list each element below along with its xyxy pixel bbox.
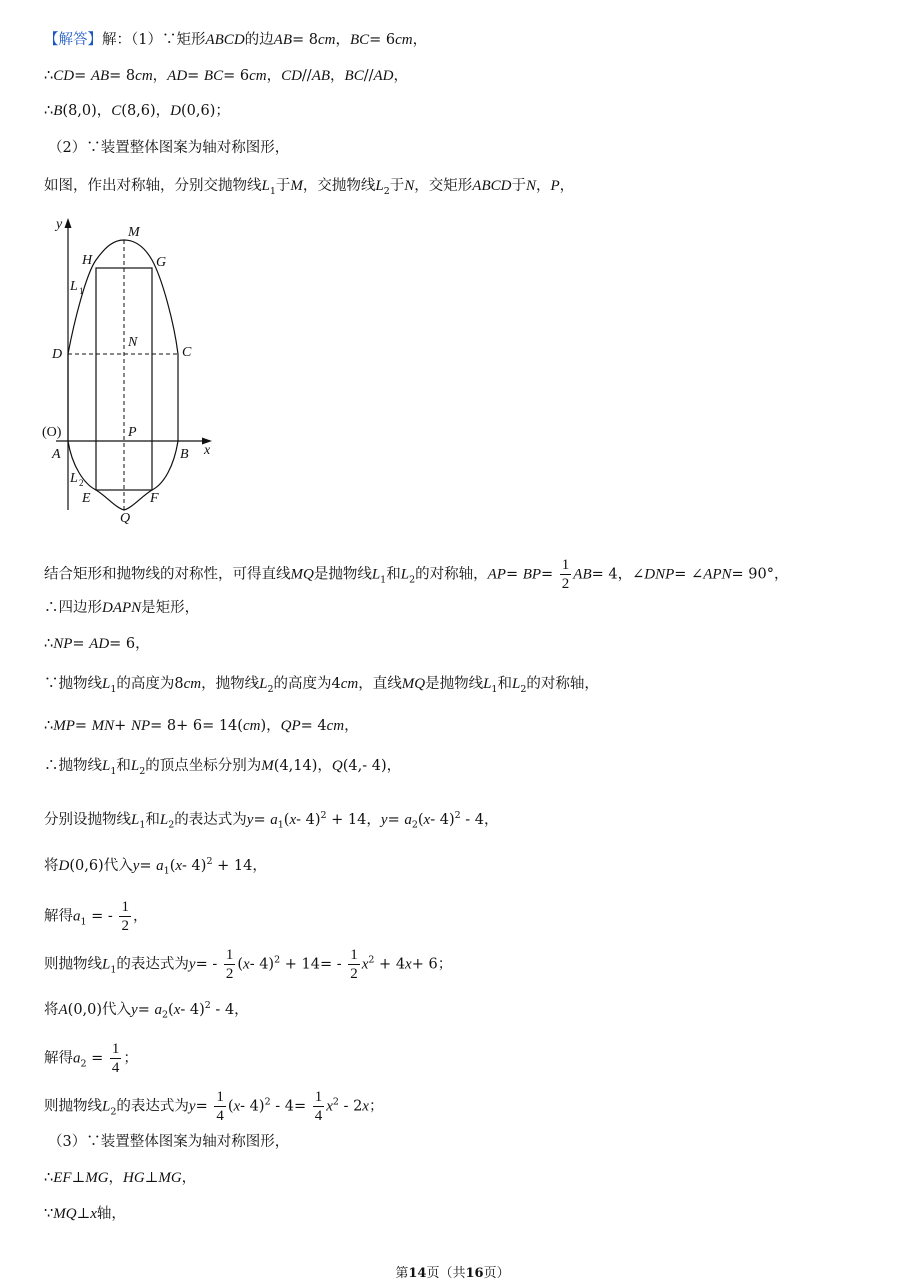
fraction-neg-half-2: $\frac{1}{2}$ <box>225 947 234 982</box>
line-2: ∴CD= AB= 8cm，AD= BC= 6cm，CD//AB，BC//AD， <box>44 68 408 84</box>
label-D: D <box>52 347 63 362</box>
line-1 <box>44 30 427 50</box>
label-C: C <box>182 345 192 360</box>
label-E: E <box>82 491 91 506</box>
line-10: ∴MP= MN+ NP= 8+ 6= 14(cm)，QP= 4cm， <box>44 718 359 734</box>
label-L2: L <box>70 471 78 486</box>
line-16: 将A(0,0)代入$y= a_2(x-$ 4)$^2$ - 4， <box>44 1000 249 1021</box>
label-L1-sub: 1 <box>79 286 84 296</box>
inner-rectangle <box>96 268 152 490</box>
line-11: ∴抛物线$L_1$和$L_2$的顶点坐标分别为M(4,14)，Q(4,- 4)， <box>44 758 402 777</box>
label-L2-sub: 2 <box>79 478 84 488</box>
label-B: B <box>180 447 189 462</box>
fraction-neg-half: $\frac{1}{2}$ <box>121 899 129 934</box>
label-H: H <box>82 253 93 268</box>
line-12: 分别设抛物线$L_1$和$L_2$的表达式为$y= a_1(x-$ 4)$^2$ + 14，$y= a_2(x-$ 4)$^2$ - 4， <box>44 810 499 831</box>
line-3: ∴B(8,0)，C(8,6)，D(0,6)； <box>44 103 230 119</box>
label-P: P <box>128 425 137 440</box>
line-18: 则抛物线$L_2$的表达式为y= $\frac{1}{4}$ (x- 4)$^2$ - 4= $\frac{1}{4}$ $x^2 - 2x$； <box>44 1089 384 1124</box>
line-6: 结合矩形和抛物线的对称性，可得直线MQ是抛物线$L_1$和$L_2$的对称轴，AP= BP= $\frac{1}{2}$ AB= 4，∠DNP= ∠APN= 90°， <box>44 557 789 592</box>
fraction-neg-half-3: $\frac{1}{2}$ <box>350 947 358 982</box>
line-14: 解得$a_1$ = - $\frac{1}{2}$ ， <box>44 899 148 934</box>
line-21: ∵MQ⊥x轴， <box>44 1206 126 1222</box>
label-A: A <box>52 447 61 462</box>
fraction-quarter-2: $\frac{1}{4}$ <box>216 1089 224 1124</box>
label-x: x <box>204 443 211 458</box>
solution-label: 【解答】 <box>44 32 102 48</box>
line-15: 则抛物线$L_1$的表达式为y= - $\frac{1}{2}$ (x- 4)$^2$ + 14= - $\frac{1}{2}$ $x^2 + 4x+ 6$； <box>44 947 453 982</box>
label-Q: Q <box>120 511 131 526</box>
label-F: F <box>150 491 159 506</box>
line-9: ∵抛物线$L_1$的高度为8cm，抛物线$L_2$的高度为4cm，直线MQ是抛物线$L_1$和$L_2$的对称轴， <box>44 676 599 695</box>
fraction-quarter-3: $\frac{1}{4}$ <box>314 1089 323 1124</box>
parabola-rectangle-figure <box>36 212 226 527</box>
footer-prefix: 第 <box>395 1266 409 1281</box>
line-4: （2）∵装置整体图案为轴对称图形， <box>48 140 290 156</box>
label-L1: L <box>70 279 78 294</box>
parabola-L1 <box>68 240 178 441</box>
label-G: G <box>156 255 167 270</box>
line-20: ∴EF⊥MG，HG⊥MG， <box>44 1170 197 1186</box>
line-5: 如图，作出对称轴，分别交抛物线$L_1$于M，交抛物线$L_2$于N，交矩形ABCD于N，P， <box>44 178 575 197</box>
line-1-text: 解：（1）∵矩形ABCD的边AB= 8cm，BC= 6cm， <box>102 32 428 48</box>
y-axis-arrow <box>65 218 72 228</box>
footer-suffix: 页） <box>483 1266 510 1281</box>
fraction-half: $\frac{1}{2}$ <box>561 557 570 592</box>
label-y: y <box>56 217 63 232</box>
label-M: M <box>128 225 140 240</box>
line-19: （3）∵装置整体图案为轴对称图形， <box>48 1134 290 1150</box>
line-8: ∴NP= AD= 6， <box>44 636 150 652</box>
page-footer <box>0 1262 905 1281</box>
footer-mid: 页（共 <box>426 1266 466 1281</box>
fraction-quarter: $\frac{1}{4}$ <box>111 1041 120 1076</box>
footer-total-pages: 16 <box>465 1266 484 1281</box>
line-13: 将D(0,6)代入$y= a_1(x-$ 4)$^2$ + 14， <box>44 856 267 877</box>
line-17: 解得$a_2$ = $\frac{1}{4}$ ； <box>44 1041 138 1076</box>
label-N: N <box>128 335 138 350</box>
footer-page-number: 14 <box>408 1266 427 1281</box>
line-7: ∴四边形DAPN是矩形， <box>44 600 200 616</box>
label-O: (O) <box>42 425 62 440</box>
